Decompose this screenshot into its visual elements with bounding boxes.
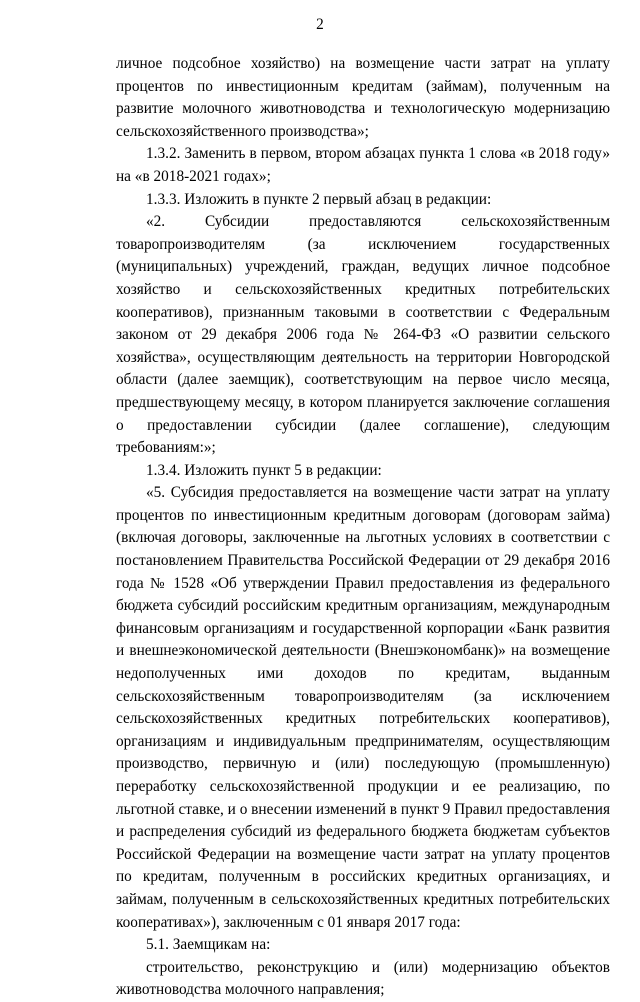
paragraph-quote-2: «2. Субсидии предоставляются сельскохозяйственным товаропроизводителям (за исключением государственных (муниципальных) учреждений, граждан, ведущих личное подсобное хозяйство и сельскохозяйственных кредитных потребительских кооперативов), признанным таковыми в соответствии с Федеральным законом от 29 декабря 2006 года № 264-ФЗ «О развитии сельского хозяйства», осуществляющим деятельность на территории Новгородской области (далее заемщик), соответствующим на первое число месяца, предшествующему месяцу, в котором планируется заключение соглашения о предоставлении субсидии (далее соглашение), следующим требованиям:»; xyxy=(116,213,610,457)
paragraph-1-3-2: 1.3.2. Заменить в первом, втором абзацах пункта 1 слова «в 2018 году» на «в 2018-2021 годах»; xyxy=(116,145,610,185)
document-body xyxy=(116,53,610,1002)
paragraph-1-3-4: 1.3.4. Изложить пункт 5 в редакции: xyxy=(146,461,382,479)
paragraph-construction: строительство, реконструкцию и (или) модернизацию объектов животноводства молочного направления; xyxy=(116,958,610,999)
paragraph-continuation: личное подсобное хозяйство) на возмещение части затрат на уплату процентов по инвестиционным кредитам (займам), полученным на развитие молочного животноводства и технологическую модернизацию сельскохозяйственного производства»; xyxy=(116,55,610,140)
paragraph-quote-5: «5. Субсидия предоставляется на возмещение части затрат на уплату процентов по инвестиционным кредитным договорам (договорам займа) (включая договоры, заключенные на льготных условиях в соответствии с постановлением Правительства Российской Федерации от 29 декабря 2016 года № 1528 «Об утверждении Правил предоставления из федерального бюджета субсидий российским кредитным организациям, международным финансовым организациям и государственной корпорации «Банк развития и внешнеэкономической деятельности (Внешэкономбанк)» на возмещение недополученных ими доходов по кредитам, выданным сельскохозяйственным товаропроизводителям (за исключением сельскохозяйственных кредитных потребительских кооперативов), организациям и индивидуальным предпринимателям, осуществляющим производство, первичную и (или) последующую (промышленную) переработку сельскохозяйственной продукции и ее реализацию, по льготной ставке, и о внесении изменений в пункт 9 Правил предоставления и распределения субсидий из федерального бюджета бюджетам субъектов Российской Федерации на возмещение части затрат на уплату процентов по кредитам, полученным в российских кредитных организациях, и займам, полученным в сельскохозяйственных кредитных потребительских кооперативах»), заключенным с 01 января 2017 года: xyxy=(116,484,610,931)
paragraph-5-1: 5.1. Заемщикам на: xyxy=(146,936,271,954)
page-number: 2 xyxy=(316,16,324,33)
paragraph-1-3-3: 1.3.3. Изложить в пункте 2 первый абзац в редакции: xyxy=(146,190,492,208)
